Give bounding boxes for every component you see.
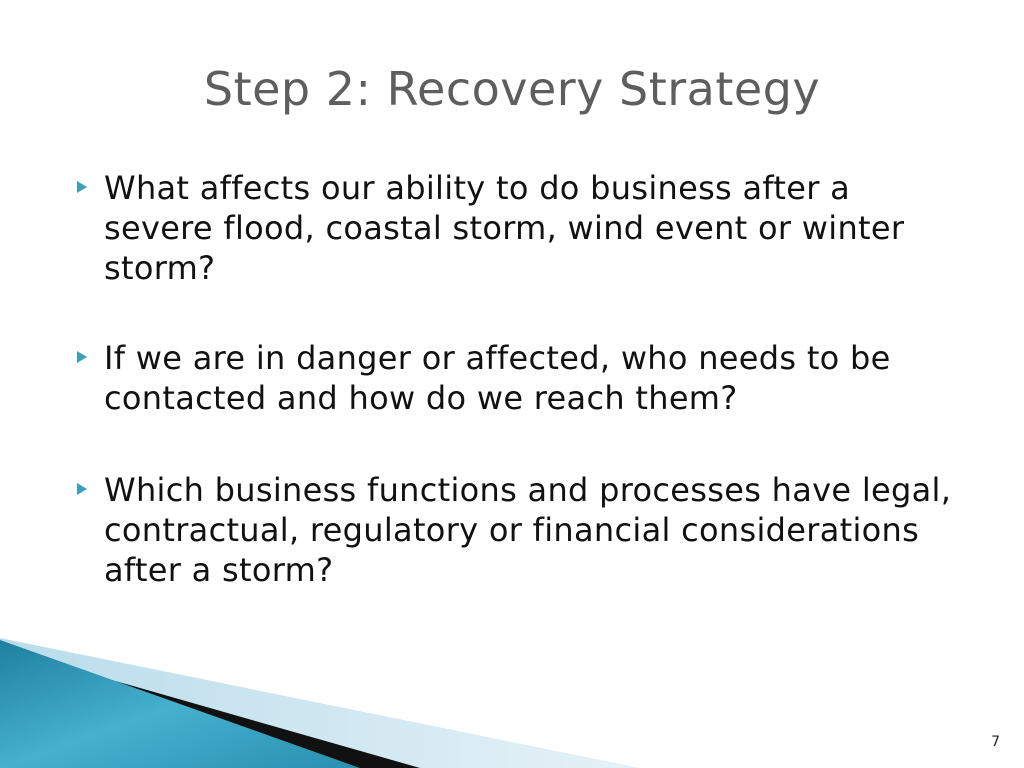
page-number: 7: [991, 734, 1000, 750]
bullet-item: [74, 338, 954, 418]
wave-decoration: [0, 638, 640, 768]
triangle-bullet-icon: [74, 338, 104, 378]
bullet-text: What affects our ability to do business after a severe flood, coastal storm, wind event or winter storm?: [104, 169, 905, 287]
bullet-text: Which business functions and processes have legal, contractual, regulatory or financial considerations after a storm?: [104, 471, 952, 589]
bullet-text: If we are in danger or affected, who needs to be contacted and how do we reach them?: [104, 339, 891, 417]
slide-title: Step 2: Recovery Strategy: [203, 62, 821, 116]
triangle-bullet-icon: [74, 470, 104, 510]
bullet-item: [74, 470, 954, 590]
triangle-bullet-icon: [74, 168, 104, 208]
bullet-item: [74, 168, 954, 288]
